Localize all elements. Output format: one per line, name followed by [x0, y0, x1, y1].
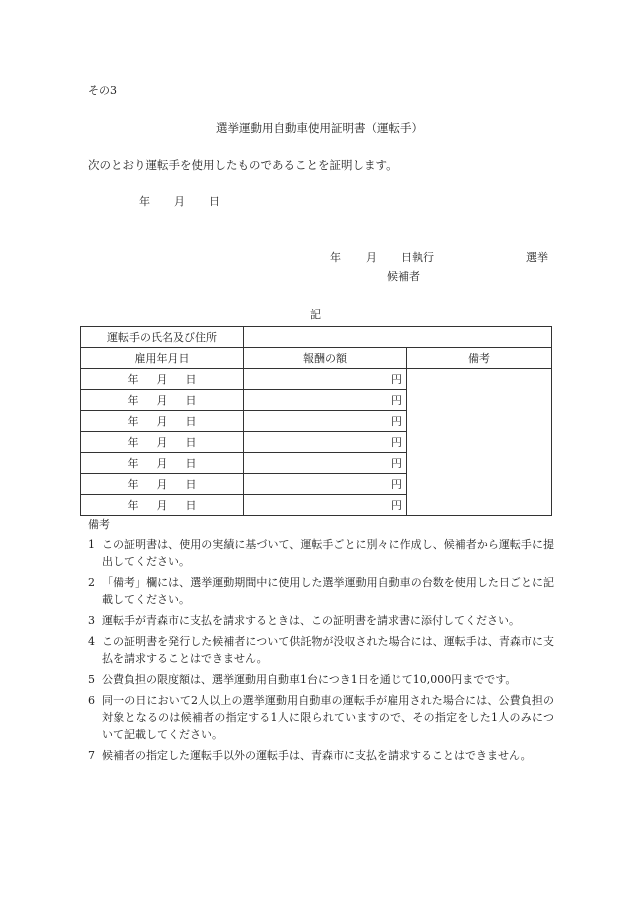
note-number: 1	[88, 538, 95, 551]
employment-date-cell[interactable]	[81, 411, 244, 432]
note-number: 3	[88, 614, 95, 627]
form-title: 選挙運動用自動車使用証明書（運転手）	[216, 121, 423, 135]
year-label: 年	[127, 436, 139, 449]
header-remarks: 備考	[407, 348, 552, 369]
note-item	[88, 536, 554, 570]
day-label: 日	[185, 457, 197, 470]
day-label: 日	[185, 436, 197, 449]
day-label: 日	[185, 499, 197, 512]
header-employment-date: 雇用年月日	[81, 348, 244, 369]
remarks-notes	[88, 516, 554, 768]
note-text: 同一の日において2人以上の選挙運動用自動車の運転手が雇用された場合には、公費負担の対象となるのは候補者の指定する1人に限られていますので、その指定をした1人のみについて記載してください。	[102, 694, 554, 741]
day-label: 日	[185, 478, 197, 491]
remuneration-cell[interactable]	[244, 453, 407, 474]
year-label: 年	[127, 478, 139, 491]
yen-unit: 円	[391, 499, 402, 512]
election-year-label: 年	[330, 251, 341, 264]
note-number: 5	[88, 673, 95, 686]
note-item	[88, 747, 554, 764]
day-label: 日	[185, 394, 197, 407]
driver-name-address-label: 運転手の氏名及び住所	[81, 327, 244, 348]
employment-date-cell[interactable]	[81, 495, 244, 516]
month-label: 月	[156, 499, 168, 512]
year-label: 年	[127, 373, 139, 386]
month-label: 月	[156, 394, 168, 407]
remuneration-cell[interactable]	[244, 474, 407, 495]
yen-unit: 円	[391, 415, 402, 428]
certification-statement: 次のとおり運転手を使用したものであることを証明します。	[88, 158, 398, 172]
date-month-label: 月	[174, 195, 185, 208]
remarks-cell[interactable]	[407, 369, 552, 516]
yen-unit: 円	[391, 394, 402, 407]
month-label: 月	[156, 478, 168, 491]
yen-unit: 円	[391, 457, 402, 470]
note-text: 候補者の指定した運転手以外の運転手は、青森市に支払を請求することはできません。	[102, 749, 532, 762]
note-item	[88, 692, 554, 743]
note-text: 公費負担の限度額は、選挙運動用自動車1台につき1日を通じて10,000円までです。	[102, 673, 517, 686]
ki-heading: 記	[310, 308, 321, 321]
candidate-label: 候補者	[387, 270, 420, 283]
yen-unit: 円	[391, 478, 402, 491]
election-month-label: 月	[366, 251, 377, 264]
table-row	[81, 369, 552, 390]
remuneration-cell[interactable]	[244, 411, 407, 432]
note-text: 運転手が青森市に支払を請求するときは、この証明書を請求書に添付してください。	[102, 614, 520, 627]
note-item	[88, 671, 554, 688]
driver-name-address-field[interactable]	[244, 327, 552, 348]
note-item	[88, 612, 554, 629]
note-text: 「備考」欄には、選挙運動期間中に使用した選挙運動用自動車の台数を使用した日ごとに記載してください。	[102, 576, 554, 606]
note-text: この証明書は、使用の実績に基づいて、運転手ごとに別々に作成し、候補者から運転手に提出してください。	[102, 538, 554, 568]
note-item	[88, 633, 554, 667]
table-header-row	[81, 348, 552, 369]
remuneration-cell[interactable]	[244, 390, 407, 411]
note-number: 2	[88, 576, 95, 589]
employment-date-cell[interactable]	[81, 432, 244, 453]
employment-date-cell[interactable]	[81, 369, 244, 390]
date-day-label: 日	[209, 195, 220, 208]
driver-usage-table	[80, 326, 552, 516]
election-name-label: 選挙	[526, 251, 548, 264]
employment-date-cell[interactable]	[81, 453, 244, 474]
remuneration-cell[interactable]	[244, 432, 407, 453]
driver-info-row	[81, 327, 552, 348]
day-label: 日	[185, 373, 197, 386]
yen-unit: 円	[391, 436, 402, 449]
form-number: その3	[88, 84, 117, 97]
employment-date-cell[interactable]	[81, 390, 244, 411]
remuneration-cell[interactable]	[244, 495, 407, 516]
note-number: 4	[88, 635, 95, 648]
election-executed-label: 日執行	[401, 251, 434, 264]
note-item	[88, 574, 554, 608]
employment-date-cell[interactable]	[81, 474, 244, 495]
date-year-label: 年	[139, 195, 150, 208]
month-label: 月	[156, 436, 168, 449]
year-label: 年	[127, 415, 139, 428]
year-label: 年	[127, 394, 139, 407]
year-label: 年	[127, 499, 139, 512]
month-label: 月	[156, 373, 168, 386]
header-remuneration: 報酬の額	[244, 348, 407, 369]
note-number: 7	[88, 749, 95, 762]
month-label: 月	[156, 457, 168, 470]
year-label: 年	[127, 457, 139, 470]
notes-heading: 備考	[88, 518, 110, 531]
note-text: この証明書を発行した候補者について供託物が没収された場合には、運転手は、青森市に支払を請求することはできません。	[102, 635, 554, 665]
remuneration-cell[interactable]	[244, 369, 407, 390]
month-label: 月	[156, 415, 168, 428]
yen-unit: 円	[391, 373, 402, 386]
note-number: 6	[88, 694, 95, 707]
day-label: 日	[185, 415, 197, 428]
